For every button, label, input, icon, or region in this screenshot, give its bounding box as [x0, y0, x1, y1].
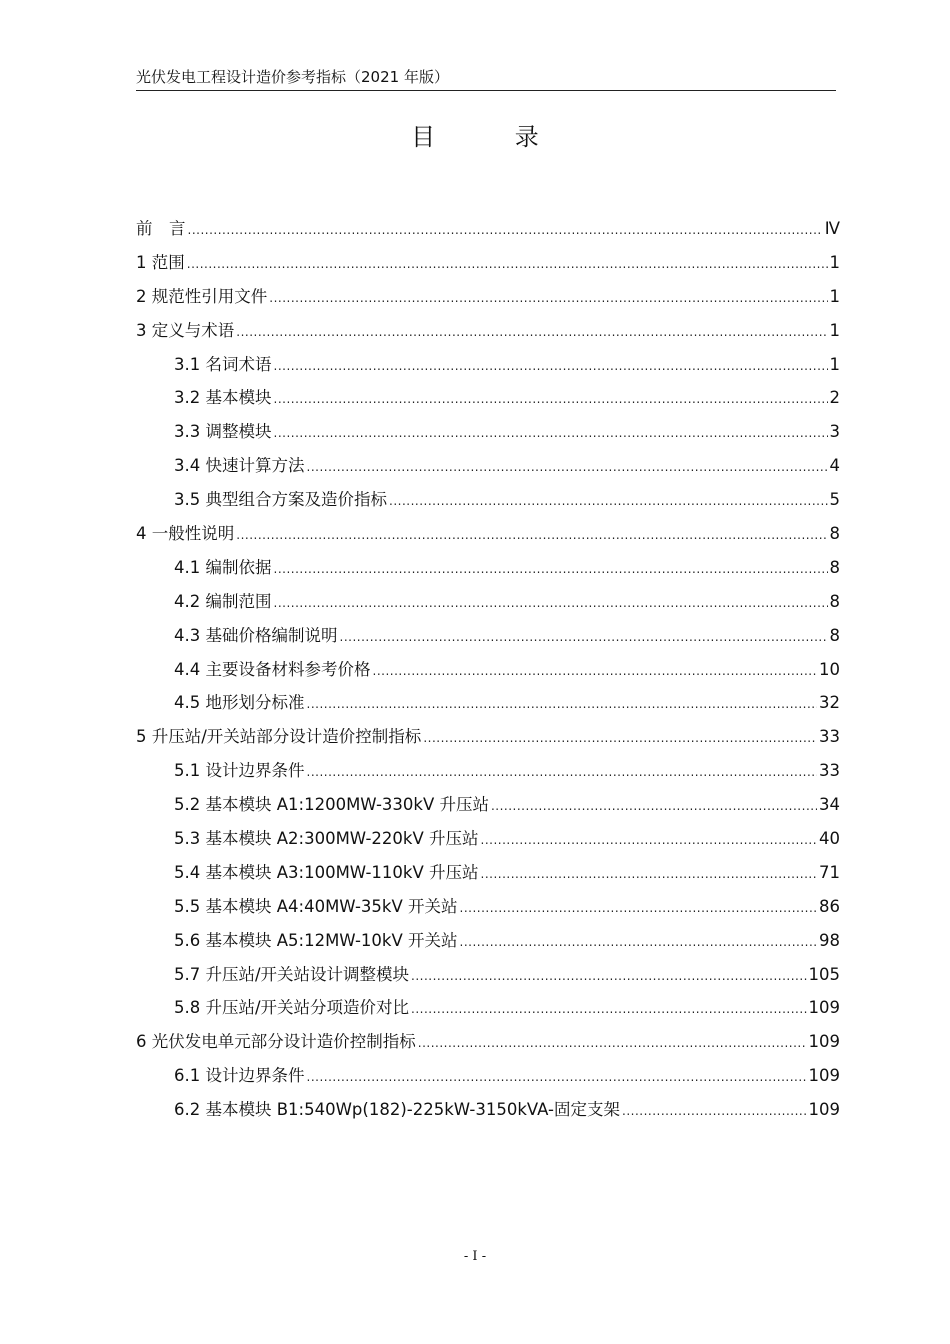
- toc-entry-label: 4.1 编制依据: [174, 557, 272, 577]
- toc-leader-dots: [389, 485, 828, 519]
- toc-entry-page: 8: [829, 524, 840, 544]
- toc-leader-dots: [274, 553, 828, 587]
- toc-entry-page: 86: [819, 896, 840, 916]
- toc-entry-label: 4.4 主要设备材料参考价格: [174, 659, 371, 679]
- toc-entry[interactable]: [136, 720, 840, 754]
- toc-entry[interactable]: [136, 890, 840, 924]
- toc-entry-label: 4 一般性说明: [136, 524, 235, 544]
- toc-entry[interactable]: [136, 924, 840, 958]
- toc-leader-dots: [307, 451, 828, 485]
- toc-leader-dots: [491, 790, 817, 824]
- toc-entry[interactable]: [136, 653, 840, 687]
- page-number: - I -: [463, 1249, 487, 1264]
- toc-leader-dots: [274, 417, 828, 451]
- toc-entry-page: 4: [829, 456, 840, 476]
- toc-leader-dots: [274, 350, 828, 384]
- toc-entry-page: 2: [829, 388, 840, 408]
- toc-entry[interactable]: [136, 551, 840, 585]
- toc-leader-dots: [423, 722, 817, 756]
- toc-entry-label: 5.8 升压站/开关站分项造价对比: [174, 998, 410, 1018]
- toc-leader-dots: [622, 1095, 806, 1129]
- toc-leader-dots: [340, 621, 828, 655]
- toc-entry[interactable]: [136, 415, 840, 449]
- toc-entry-label: 4.2 编制范围: [174, 591, 272, 611]
- toc-entry-page: 1: [829, 286, 840, 306]
- toc-entry[interactable]: [136, 314, 840, 348]
- toc-leader-dots: [236, 519, 827, 553]
- toc-entry[interactable]: [136, 212, 840, 246]
- toc-entry-label: 5.3 基本模块 A2:300MW-220kV 升压站: [174, 829, 479, 849]
- toc-leader-dots: [481, 858, 818, 892]
- toc-entry-label: 1 范围: [136, 252, 185, 272]
- toc-entry-page: 33: [819, 761, 840, 781]
- toc-leader-dots: [411, 960, 806, 994]
- page-title: 目 录: [411, 123, 575, 151]
- toc-entry-page: 109: [808, 1100, 840, 1120]
- toc-leader-dots: [411, 993, 806, 1027]
- toc-entry[interactable]: [136, 788, 840, 822]
- toc-entry[interactable]: [136, 991, 840, 1025]
- toc-leader-dots: [188, 214, 823, 248]
- toc-entry-label: 5.5 基本模块 A4:40MW-35kV 开关站: [174, 896, 458, 916]
- toc-leader-dots: [274, 383, 828, 417]
- toc-leader-dots: [460, 892, 818, 926]
- toc-leader-dots: [187, 248, 828, 282]
- toc-leader-dots: [460, 926, 818, 960]
- toc-entry-label: 6.2 基本模块 B1:540Wp(182)-225kW-3150kVA-固定支架: [174, 1100, 621, 1120]
- toc-leader-dots: [307, 688, 818, 722]
- toc-entry[interactable]: [136, 585, 840, 619]
- toc-entry-label: 5.7 升压站/开关站设计调整模块: [174, 964, 410, 984]
- toc-entry-page: 32: [819, 693, 840, 713]
- toc-entry[interactable]: [136, 619, 840, 653]
- toc-entry-label: 前 言: [136, 219, 186, 238]
- toc-entry[interactable]: [136, 822, 840, 856]
- toc-entry-page: 1: [829, 252, 840, 272]
- running-header: 光伏发电工程设计造价参考指标（2021 年版）: [136, 66, 836, 91]
- toc-entry-page: 98: [819, 930, 840, 950]
- toc-leader-dots: [274, 587, 828, 621]
- toc-entry[interactable]: [136, 856, 840, 890]
- toc-entry-page: 105: [808, 964, 840, 984]
- toc-entry-label: 5.6 基本模块 A5:12MW-10kV 开关站: [174, 930, 458, 950]
- toc-entry[interactable]: [136, 686, 840, 720]
- toc-entry-page: 1: [829, 320, 840, 340]
- toc-entry-page: 40: [819, 829, 840, 849]
- toc-entry[interactable]: [136, 449, 840, 483]
- toc-leader-dots: [269, 282, 827, 316]
- toc-entry-page: 34: [819, 795, 840, 815]
- toc-entry-label: 4.3 基础价格编制说明: [174, 625, 338, 645]
- toc-entry-page: 8: [829, 625, 840, 645]
- toc-entry-page: 109: [808, 998, 840, 1018]
- toc-entry-page: 10: [819, 659, 840, 679]
- toc-entry-label: 3.3 调整模块: [174, 422, 272, 442]
- toc-leader-dots: [307, 756, 818, 790]
- toc-entry-page: 109: [808, 1032, 840, 1052]
- toc-entry-label: 4.5 地形划分标准: [174, 693, 305, 713]
- toc-entry-label: 6 光伏发电单元部分设计造价控制指标: [136, 1032, 416, 1052]
- toc-entry-page: 8: [829, 557, 840, 577]
- toc-entry-label: 5.4 基本模块 A3:100MW-110kV 升压站: [174, 862, 479, 882]
- toc-entry-label: 2 规范性引用文件: [136, 286, 268, 306]
- toc-entry[interactable]: [136, 1025, 840, 1059]
- table-of-contents: [136, 212, 840, 1127]
- toc-entry[interactable]: [136, 246, 840, 280]
- toc-entry-label: 3.2 基本模块: [174, 388, 272, 408]
- toc-entry[interactable]: [136, 517, 840, 551]
- toc-entry[interactable]: [136, 958, 840, 992]
- toc-entry-page: 5: [829, 490, 840, 510]
- toc-entry[interactable]: [136, 1093, 840, 1127]
- toc-entry-page: 1: [829, 354, 840, 374]
- toc-entry[interactable]: [136, 1059, 840, 1093]
- toc-entry-page: 109: [808, 1066, 840, 1086]
- toc-entry[interactable]: [136, 483, 840, 517]
- toc-entry-label: 3.1 名词术语: [174, 354, 272, 374]
- toc-entry[interactable]: [136, 754, 840, 788]
- toc-entry[interactable]: [136, 280, 840, 314]
- toc-entry-label: 5 升压站/开关站部分设计造价控制指标: [136, 727, 422, 747]
- toc-entry-page: 71: [819, 862, 840, 882]
- toc-leader-dots: [307, 1061, 807, 1095]
- toc-leader-dots: [481, 824, 818, 858]
- toc-entry-page: 3: [829, 422, 840, 442]
- toc-entry[interactable]: [136, 348, 840, 382]
- toc-entry-label: 3 定义与术语: [136, 320, 235, 340]
- toc-leader-dots: [373, 655, 818, 689]
- toc-entry-page: 33: [819, 727, 840, 747]
- toc-entry-page: 8: [829, 591, 840, 611]
- toc-entry-label: 6.1 设计边界条件: [174, 1066, 305, 1086]
- toc-entry-label: 5.1 设计边界条件: [174, 761, 305, 781]
- toc-entry[interactable]: [136, 381, 840, 415]
- toc-entry-label: 3.5 典型组合方案及造价指标: [174, 490, 387, 510]
- toc-entry-label: 5.2 基本模块 A1:1200MW-330kV 升压站: [174, 795, 489, 815]
- toc-entry-page: Ⅳ: [824, 219, 840, 238]
- toc-leader-dots: [236, 316, 827, 350]
- toc-entry-label: 3.4 快速计算方法: [174, 456, 305, 476]
- toc-leader-dots: [418, 1027, 807, 1061]
